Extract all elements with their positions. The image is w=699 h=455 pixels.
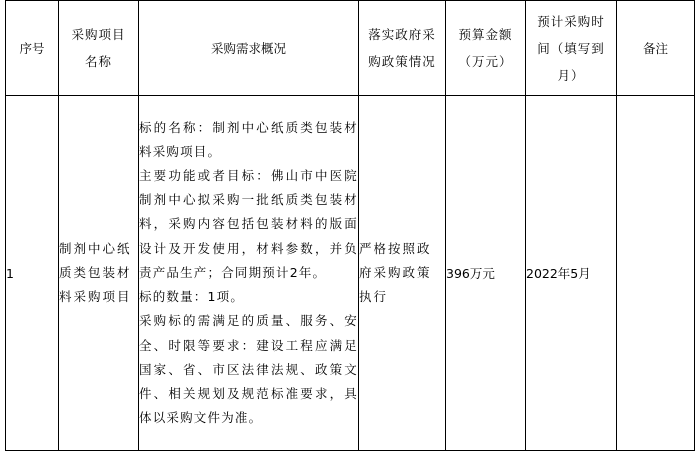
- header-requirements: 采购需求概况: [139, 1, 359, 96]
- requirement-subject: 标的名称：制剂中心纸质类包装材料采购项目。: [139, 119, 358, 159]
- cell-project-name: 制剂中心纸质类包装材料采购项目: [59, 96, 139, 451]
- requirement-function: 主要功能或者目标：佛山市中医院制剂中心拟采购一批纸质类包装材料，采购内容包括包装材料的版面设计及开发使用，材料参数，并负责产品生产；合同期预计2年。: [139, 168, 358, 280]
- cell-remarks: [617, 96, 695, 451]
- header-project-name: 采购项目名称: [59, 1, 139, 96]
- procurement-table: [5, 0, 695, 451]
- table-row: [6, 96, 695, 451]
- requirement-quality: 采购标的需满足的质量、服务、安全、时限等要求：建设工程应满足国家、省、市区法律法规、政策文件、相关规划及规范标准要求，具体以采购文件为准。: [139, 313, 358, 426]
- cell-requirements: [139, 96, 359, 451]
- header-seq: 序号: [6, 1, 59, 96]
- header-remarks: 备注: [617, 1, 695, 96]
- cell-budget: 396万元: [446, 96, 526, 451]
- header-time: 预计采购时间（填写到月）: [526, 1, 617, 96]
- header-budget: 预算金额（万元）: [446, 1, 526, 96]
- header-row: [6, 1, 695, 96]
- cell-policy: 严格按照政府采购政策执行: [359, 96, 446, 451]
- requirement-quantity: 标的数量：1项。: [139, 289, 245, 305]
- header-policy: 落实政府采购政策情况: [359, 1, 446, 96]
- cell-seq: 1: [6, 96, 59, 451]
- cell-time: 2022年5月: [526, 96, 617, 451]
